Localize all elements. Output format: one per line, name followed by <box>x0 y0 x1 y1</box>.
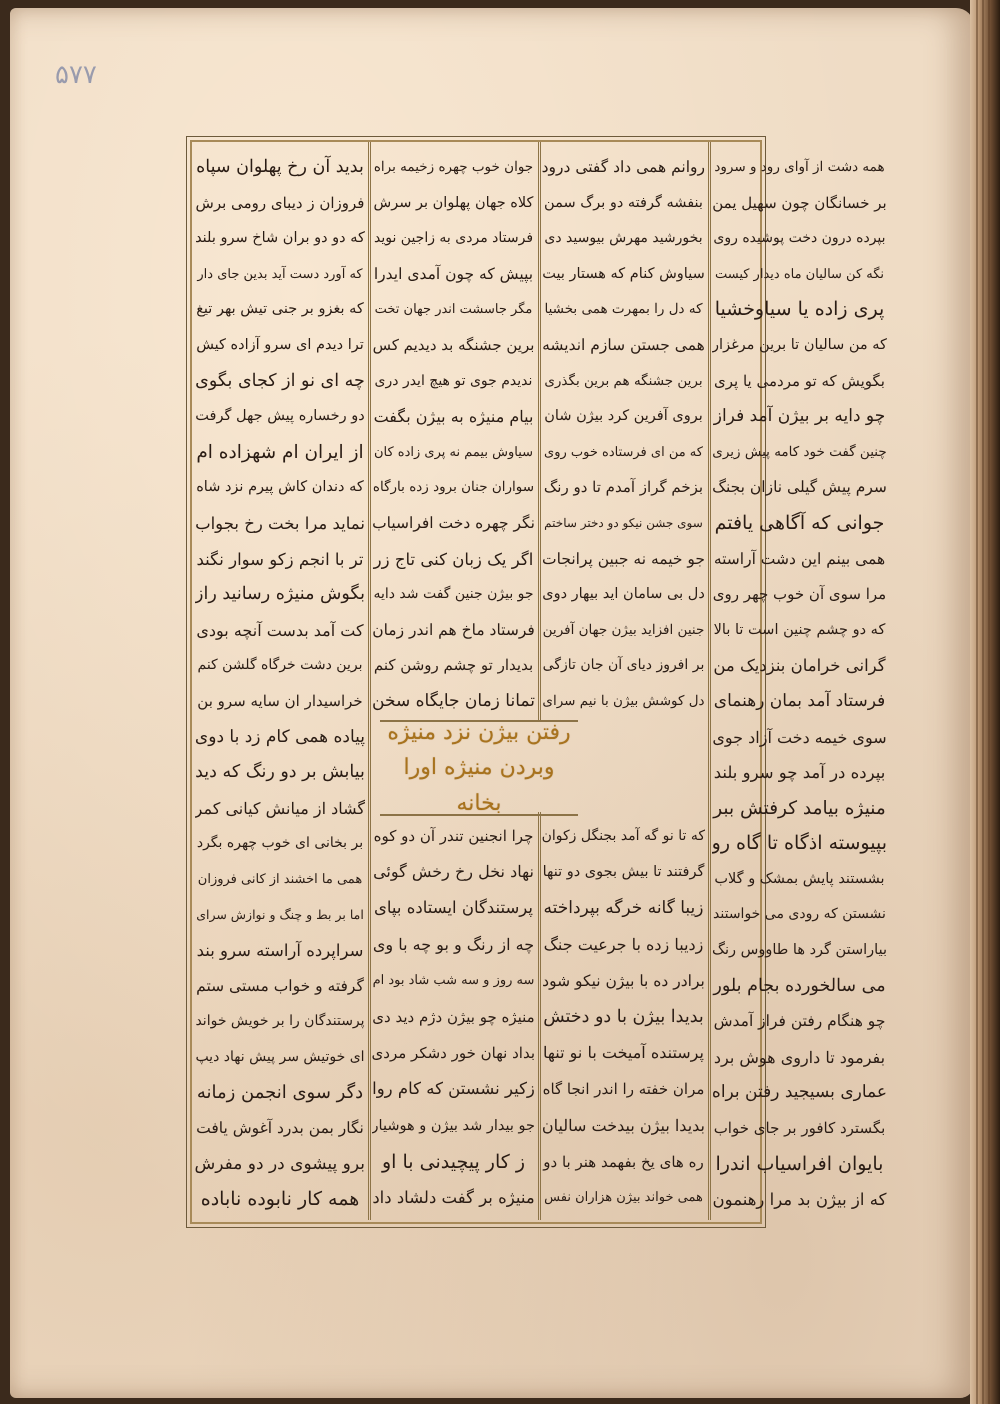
verse-line: ز کار پیچیدنی با او <box>382 1150 525 1173</box>
verse-line: سیاوش بیمم نه پری زاده کان <box>373 444 534 460</box>
verse-line: زدیبا زده با جرعیت جنگ <box>543 934 704 954</box>
verse-line: کلاه جهان پهلوان بر سرش <box>373 194 534 211</box>
column-middle-left-lower <box>372 818 535 1216</box>
verse-line: همه کار نابوده ناباده <box>200 1188 360 1211</box>
verse-line: دو رخساره پیش جهل گرفت <box>195 408 365 425</box>
verse-line: عماری بسیجید رفتن براه <box>712 1082 887 1103</box>
verse-line: بگویش که تو مردمی یا پری <box>714 371 885 390</box>
verse-line: بداد نهان خور دشکر مردی <box>372 1044 535 1063</box>
verse-line: بر بخانی ای خوب چهره بگرد <box>196 835 364 852</box>
verse-line: چو دایه بر بیژن آمد فراز <box>713 406 886 427</box>
verse-line: بیابش بر دو رنگ که دید <box>195 762 365 783</box>
verse-line: فرستاد مردی به زاجین نوید <box>373 230 534 247</box>
verse-line: ندیدم جوی تو هیچ ایدر دری <box>374 372 533 389</box>
verse-line: بدید آن رخ پهلوان سپاه <box>196 157 364 177</box>
verse-line: که من سالیان تا برین مرغزار <box>712 336 887 353</box>
verse-line: که از بیژن بد مرا رهنمون <box>712 1190 887 1210</box>
verse-line: که من ای فرستاده خوب روی <box>544 444 703 460</box>
verse-line: بیاراستن گرد ها طاووس رنگ <box>712 942 887 959</box>
verse-line: سوی جشن نیکو دو دختر ساختم <box>544 515 703 530</box>
verse-line: نگر چهره دخت افراسیاب <box>372 513 535 532</box>
verse-line: گرفتند تا بیش بجوی دو تنها <box>542 864 705 881</box>
verse-line: مگر جاسشت اندر جهان تخت <box>374 302 533 318</box>
verse-line: مران خفته را اندر انجا گاه <box>542 1080 705 1099</box>
verse-line: بدیدا بیژن با دو دختش <box>543 1006 704 1027</box>
verse-line: که دو چشم چنین است تا بالا <box>713 621 886 638</box>
verse-line: نماید مرا بخت رخ بجواب <box>195 513 365 533</box>
verse-line: فروزان ز دیبای رومی برش <box>195 193 365 212</box>
verse-line: منیژه بر گفت دلشاد داد <box>372 1187 535 1207</box>
verse-line: همه دشت از آوای رود و سرود <box>714 159 885 175</box>
column-divider <box>538 812 541 1220</box>
verse-line: که آورد دست آید بدین جای دار <box>197 266 363 282</box>
verse-line: بشستند پایش بمشک و گلاب <box>714 870 885 887</box>
verse-line: برین جشنگه هم برین بگذری <box>544 372 703 389</box>
verse-line: پیاده همی کام زد با دوی <box>195 726 365 747</box>
verse-line: دل کوشش بیژن با نیم سرای <box>542 692 705 709</box>
verse-line: بیام منیژه به بیژن بگفت <box>373 407 534 427</box>
column-right-text <box>712 150 887 1218</box>
verse-line: دل بی سامان اید بیهار دوی <box>542 586 705 603</box>
verse-line: همی بینم این دشت آراسته <box>713 549 886 568</box>
verse-line: کت آمد بدست آنچه بودی <box>196 620 364 640</box>
verse-line: سواران جنان برود زده بارگاه <box>372 479 535 496</box>
verse-line: بفرمود تا داروی هوش برد <box>713 1047 886 1067</box>
column-divider <box>368 142 371 1220</box>
verse-line: نهاد نخل رخ رخش گوئی <box>373 862 534 882</box>
verse-line: خراسیدار ان سایه سرو بن <box>197 691 363 710</box>
verse-line: فرستاد آمد بمان رهنمای <box>713 690 886 711</box>
verse-line: که تا نو گه آمد بجنگل زکوان <box>542 828 705 844</box>
verse-line: ای خوتیش سر پیش نهاد دیپ <box>195 1048 365 1065</box>
verse-line: چنین گفت خود کامه پیش زیری <box>712 443 887 460</box>
verse-line: اما بر بط و چنگ و نوازش سرای <box>196 907 364 923</box>
verse-line: منیژه چو بیژن دژم دید دی <box>372 1007 535 1026</box>
verse-line: برین جشنگه بد دیدیم کس <box>372 335 535 354</box>
verse-line: جو بیدار شد بیژن و هوشیار <box>372 1117 535 1134</box>
column-middle-right <box>542 150 705 720</box>
verse-line: بر افروز دیای آن جان تازگی <box>542 657 705 674</box>
book-binding <box>970 0 1000 1404</box>
verse-line: ره های یخ بفهمد هنر با دو <box>543 1152 704 1171</box>
verse-line: چه از رنگ و بو چه با وی <box>372 934 535 954</box>
verse-line: مرا سوی آن خوب چهر روی <box>712 585 887 604</box>
verse-line: بگسترد کافور بر جای خواب <box>713 1119 886 1138</box>
verse-line: جو بیژن جنین گفت شد دایه <box>373 586 534 603</box>
verse-line: فرستاد ماخ هم اندر زمان <box>372 620 535 639</box>
verse-line: سیاوش کنام که هستار بیت <box>542 265 705 282</box>
verse-line: تر با انجم زکو سوار نگند <box>196 549 364 569</box>
verse-line: اگر یک زبان کنی تاج زر <box>373 549 534 569</box>
verse-line: منیژه بیامد کرفتش ببر <box>713 797 886 819</box>
verse-line: سه روز و سه شب شاد بود ام <box>372 972 535 988</box>
verse-line: نگه کن سالیان ماه دیدار کیست <box>714 266 885 282</box>
heading-text: رفتن بیژن نزد منیژه وبردن منیژه اورا بخانه <box>387 720 571 816</box>
verse-line: پری زاده یا سیاوخشیا <box>714 298 885 321</box>
verse-line: بگوش منیژه رسانید راز <box>195 584 365 605</box>
verse-line: چو هنگام رفتن فراز آمدش <box>713 1012 886 1031</box>
verse-line: گشاد از میانش کیانی کمر <box>195 798 365 818</box>
verse-line: بزخم گراز آمدم تا دو رنگ <box>543 478 704 497</box>
verse-line: برین دشت خرگاه گلشن کنم <box>197 657 363 674</box>
verse-line: بدیدار تو چشم روشن کنم <box>373 656 534 675</box>
verse-line: گرانی خرامان بنزدیک من <box>713 656 886 676</box>
verse-line: نشستن که رودی می خواستند <box>713 906 886 923</box>
verse-line: برادر ده با بیژن نیکو شود <box>542 971 705 990</box>
column-divider <box>538 142 541 720</box>
verse-line: پرستندگان را بر خویش خواند <box>195 1013 365 1030</box>
verse-line: نگار بمن بدرد آغوش یافت <box>196 1119 364 1138</box>
verse-line: سرم پیش گیلی نازان بجنگ <box>712 478 887 497</box>
verse-line: جوانی که آگاهی یافتم <box>714 511 885 534</box>
verse-line: همی ما اخشند از کانی فروزان <box>197 871 363 887</box>
verse-line: جو خیمه نه جبین پرانجات <box>542 549 705 568</box>
verse-line: چرا انجنین تندر آن دو کوه <box>373 827 534 845</box>
verse-line: از ایران ام شهزاده ام <box>196 441 364 463</box>
verse-line: که دو دو بران شاخ سرو بلند <box>195 230 365 247</box>
section-heading <box>380 720 578 816</box>
verse-line: زیبا گانه خرگه بپرداخته <box>543 898 704 919</box>
verse-line: روانم همی داد گفتی درود <box>542 158 705 176</box>
column-middle-left <box>372 150 535 720</box>
verse-line: پرستنده آمیخت با نو تنها <box>543 1043 704 1063</box>
column-middle-right-lower <box>542 818 705 1216</box>
verse-line: چه ای نو از کجای بگوی <box>195 370 365 391</box>
verse-line: گرفته و خواب مستی ستم <box>196 976 364 995</box>
verse-line: ترا دیدم ای سرو آزاده کیش <box>196 336 364 353</box>
verse-line: بپرده در آمد چو سرو بلند <box>713 763 886 783</box>
verse-line: بایوان افراسیاب اندرا <box>715 1152 884 1175</box>
verse-line: سوی خیمه دخت آزاد جوی <box>712 727 887 747</box>
verse-line: جوان خوب چهره زخیمه براه <box>373 159 534 175</box>
verse-line: سراپرده آراسته سرو بند <box>196 941 364 961</box>
verse-line: که دل را بمهرت همی بخشیا <box>544 301 703 318</box>
verse-line: تمانا زمان جایگاه سخن <box>372 690 535 711</box>
verse-line: می سالخورده بجام بلور <box>713 975 886 996</box>
verse-line: بر خسانگان چون سهیل یمن <box>712 193 887 212</box>
column-divider <box>708 142 711 1220</box>
verse-line: پرستندگان ایستاده بپای <box>373 898 534 918</box>
verse-line: همی جستن سازم اندیشه <box>542 335 705 354</box>
folio-number: ۵۷۷ <box>55 60 97 90</box>
verse-line: بنفشه گرفته دو برگ سمن <box>544 194 703 211</box>
verse-line: زکیر نشستن که کام روا <box>372 1079 535 1099</box>
verse-line: برو پیشوی در دو مفرش <box>195 1153 365 1174</box>
verse-line: دگر سوی انجمن زمانه <box>196 1082 364 1104</box>
column-left <box>195 150 365 1218</box>
verse-line: بپیش که چون آمدی ایدرا <box>373 264 534 283</box>
verse-line: همی خواند بیژن هزاران نفس <box>544 1189 703 1205</box>
verse-line: بپیوسته اذگاه تا گاه رو <box>712 832 887 855</box>
verse-line: بدیدا بیژن بیدخت سالیان <box>542 1115 705 1135</box>
verse-line: بروی آفرین کرد بیژن شان <box>544 408 703 425</box>
verse-line: بپرده درون دخت پوشیده روی <box>713 230 886 247</box>
verse-line: بخورشید مهرش بیوسید دی <box>544 230 703 247</box>
verse-line: جنین افزاید بیژن جهان آفرین <box>542 621 705 638</box>
verse-line: که دندان کاش پیرم نزد شاه <box>196 479 364 496</box>
verse-line: که بغزو بر جنی تیش بهر تیغ <box>196 301 364 318</box>
